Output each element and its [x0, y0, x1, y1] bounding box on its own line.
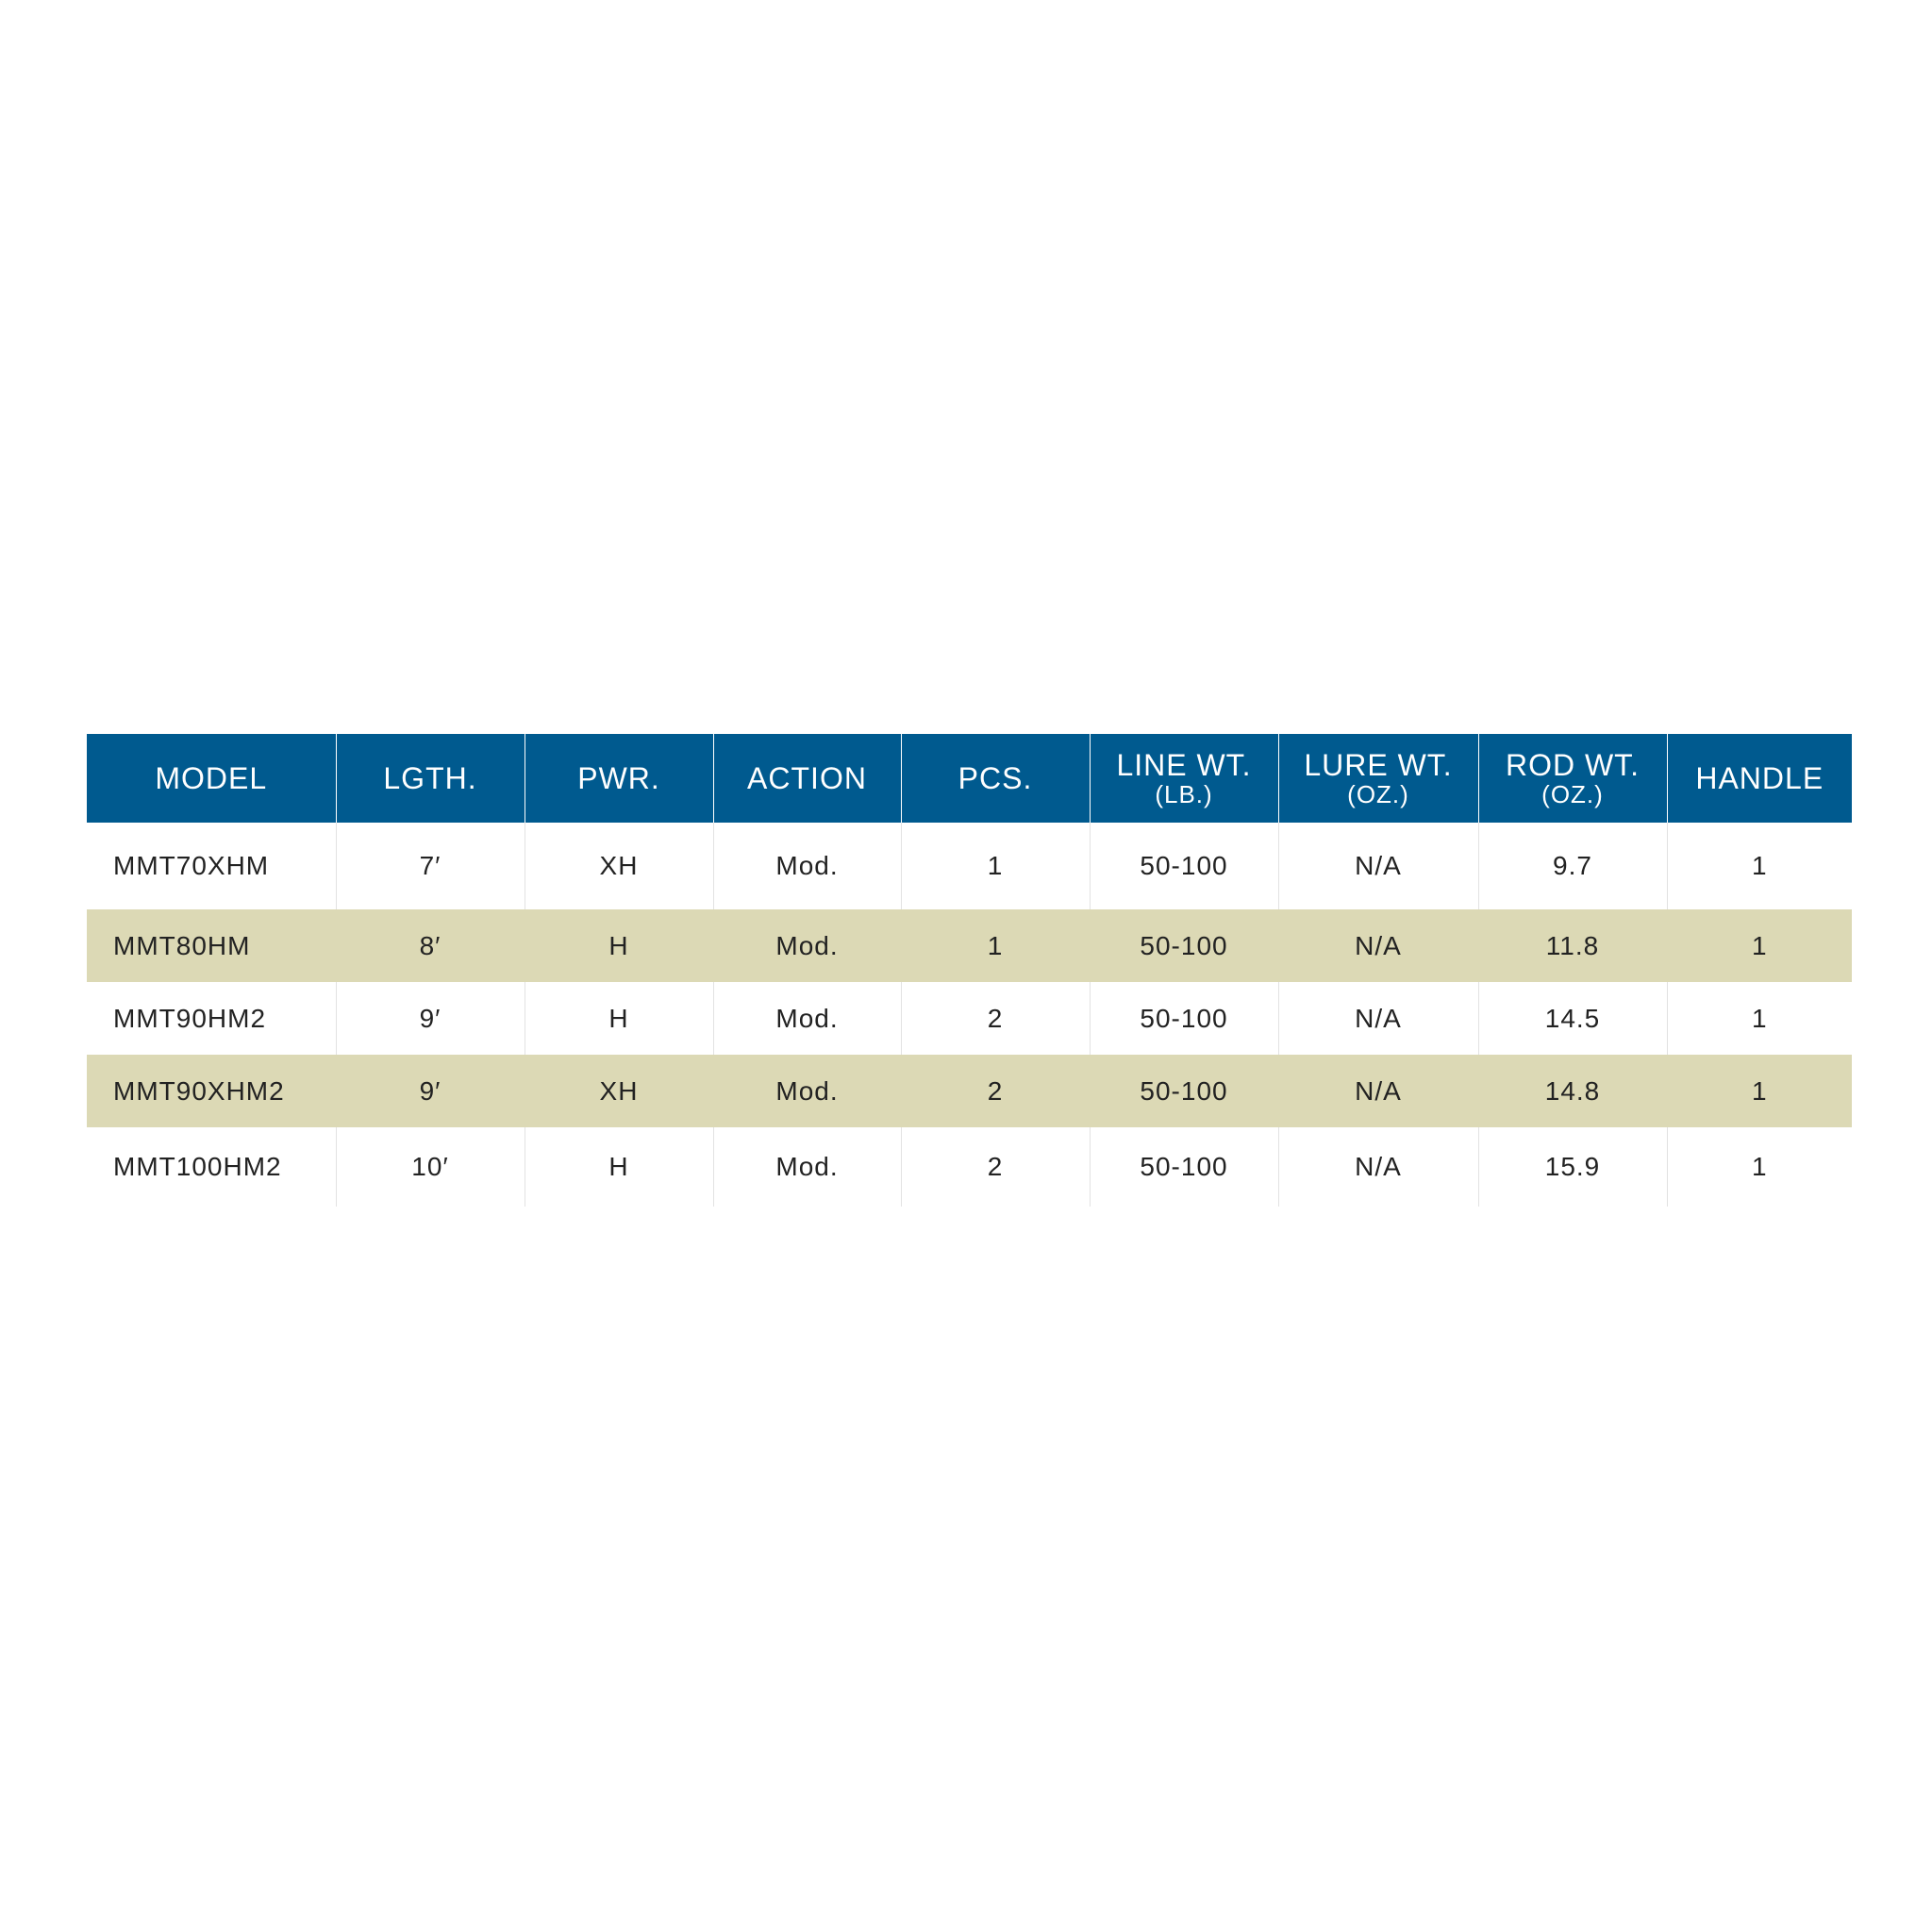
table-row	[87, 823, 1852, 909]
header-rod-weight-unit: (OZ.)	[1541, 780, 1604, 808]
cell-model: MMT90HM2	[87, 982, 336, 1055]
rod-spec-table	[87, 734, 1852, 1207]
header-pieces: PCS.	[901, 734, 1090, 823]
header-lure-weight: LURE WT. (OZ.)	[1278, 734, 1478, 823]
cell-rod-weight: 14.5	[1478, 982, 1667, 1055]
cell-lure-weight: N/A	[1278, 909, 1478, 982]
table-row	[87, 1127, 1852, 1207]
cell-action: Mod.	[713, 982, 901, 1055]
cell-power: XH	[525, 823, 713, 909]
cell-pieces: 2	[901, 1127, 1090, 1207]
cell-length: 7′	[336, 823, 525, 909]
cell-model: MMT100HM2	[87, 1127, 336, 1207]
cell-handle: 1	[1667, 823, 1852, 909]
header-action: ACTION	[713, 734, 901, 823]
cell-line-weight: 50-100	[1090, 1055, 1278, 1127]
header-model: MODEL	[87, 734, 336, 823]
cell-pieces: 1	[901, 909, 1090, 982]
cell-rod-weight: 15.9	[1478, 1127, 1667, 1207]
cell-rod-weight: 11.8	[1478, 909, 1667, 982]
cell-handle: 1	[1667, 982, 1852, 1055]
header-lure-weight-unit: (OZ.)	[1347, 780, 1409, 808]
table-row	[87, 982, 1852, 1055]
cell-power: H	[525, 909, 713, 982]
cell-rod-weight: 9.7	[1478, 823, 1667, 909]
cell-length: 8′	[336, 909, 525, 982]
cell-line-weight: 50-100	[1090, 823, 1278, 909]
header-handle: HANDLE	[1667, 734, 1852, 823]
header-power: PWR.	[525, 734, 713, 823]
header-line-weight: LINE WT. (LB.)	[1090, 734, 1278, 823]
cell-power: H	[525, 982, 713, 1055]
cell-rod-weight: 14.8	[1478, 1055, 1667, 1127]
cell-action: Mod.	[713, 1127, 901, 1207]
cell-handle: 1	[1667, 1127, 1852, 1207]
cell-pieces: 1	[901, 823, 1090, 909]
cell-action: Mod.	[713, 1055, 901, 1127]
cell-model: MMT90XHM2	[87, 1055, 336, 1127]
table-row	[87, 909, 1852, 982]
table-row	[87, 1055, 1852, 1127]
cell-power: XH	[525, 1055, 713, 1127]
header-length: LGTH.	[336, 734, 525, 823]
cell-line-weight: 50-100	[1090, 1127, 1278, 1207]
cell-length: 10′	[336, 1127, 525, 1207]
cell-handle: 1	[1667, 909, 1852, 982]
cell-lure-weight: N/A	[1278, 823, 1478, 909]
header-rod-weight: ROD WT. (OZ.)	[1478, 734, 1667, 823]
cell-line-weight: 50-100	[1090, 909, 1278, 982]
cell-handle: 1	[1667, 1055, 1852, 1127]
cell-power: H	[525, 1127, 713, 1207]
cell-pieces: 2	[901, 982, 1090, 1055]
header-row	[87, 734, 1852, 823]
cell-lure-weight: N/A	[1278, 982, 1478, 1055]
cell-length: 9′	[336, 1055, 525, 1127]
cell-model: MMT80HM	[87, 909, 336, 982]
header-line-weight-unit: (LB.)	[1155, 780, 1213, 808]
cell-length: 9′	[336, 982, 525, 1055]
cell-line-weight: 50-100	[1090, 982, 1278, 1055]
cell-lure-weight: N/A	[1278, 1127, 1478, 1207]
cell-lure-weight: N/A	[1278, 1055, 1478, 1127]
cell-action: Mod.	[713, 909, 901, 982]
cell-action: Mod.	[713, 823, 901, 909]
cell-pieces: 2	[901, 1055, 1090, 1127]
cell-model: MMT70XHM	[87, 823, 336, 909]
